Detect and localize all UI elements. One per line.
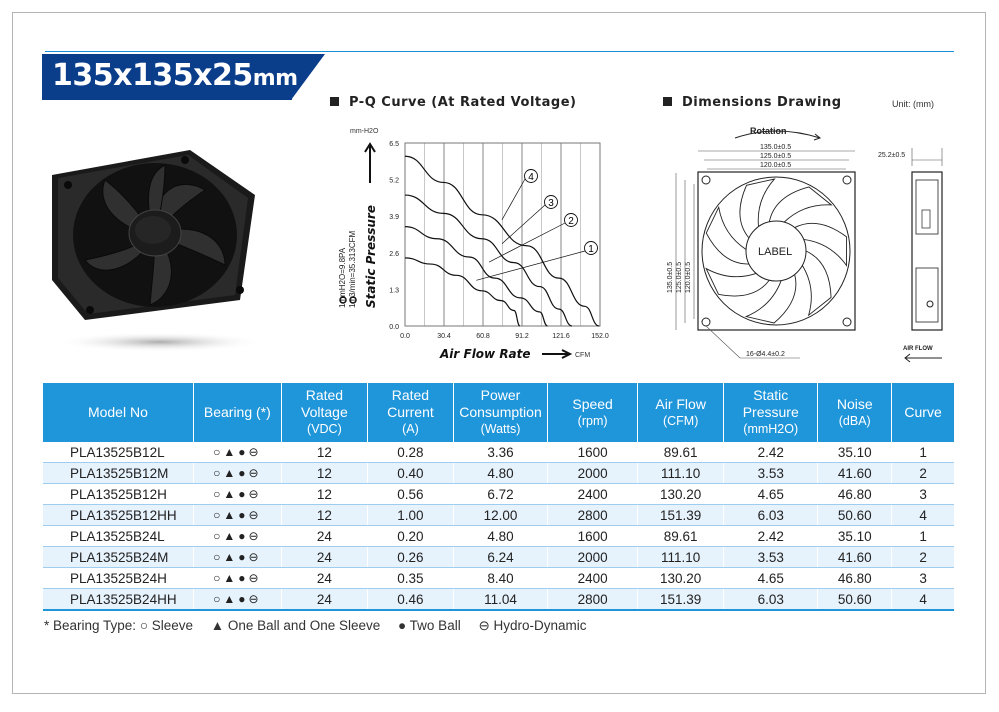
table-cell: ○▲●⊖ bbox=[193, 442, 281, 463]
y-tick-label: 0.0 bbox=[389, 324, 399, 331]
table-cell: 0.26 bbox=[367, 547, 453, 568]
y-axis-label: Static Pressure bbox=[364, 205, 378, 308]
pq-heading: P-Q Curve (At Rated Voltage) bbox=[330, 95, 576, 110]
curve-label: 1 bbox=[588, 244, 594, 255]
column-header: Rated Voltage (VDC) bbox=[281, 383, 367, 442]
table-cell: 3.53 bbox=[724, 463, 818, 484]
model-cell: PLA13525B24L bbox=[43, 526, 193, 547]
dims-heading: Dimensions Drawing bbox=[663, 95, 842, 110]
table-cell: 151.39 bbox=[638, 589, 724, 611]
table-cell: 46.80 bbox=[818, 484, 892, 505]
table-cell: 41.60 bbox=[818, 463, 892, 484]
dim-120-side: 120.0±0.5 bbox=[685, 261, 692, 293]
table-row bbox=[43, 505, 954, 526]
rotation-label: Rotation bbox=[750, 126, 787, 136]
footnote-two-ball: ● Two Ball bbox=[398, 618, 461, 633]
table-cell: 89.61 bbox=[638, 526, 724, 547]
table-cell: 8.40 bbox=[453, 568, 547, 589]
page-title: 135x135x25mm bbox=[52, 58, 298, 93]
table-cell: 3.36 bbox=[453, 442, 547, 463]
column-header: Static Pressure (mmH2O) bbox=[724, 383, 818, 442]
airflow-label: AIR FLOW bbox=[903, 346, 933, 352]
dim-125-side: 125.0±0.5 bbox=[676, 261, 683, 293]
table-cell: 3.53 bbox=[724, 547, 818, 568]
table-header-row bbox=[43, 383, 954, 442]
table-cell: 24 bbox=[281, 568, 367, 589]
table-cell: 3 bbox=[892, 568, 954, 589]
column-header: Speed (rpm) bbox=[548, 383, 638, 442]
table-cell: 0.56 bbox=[367, 484, 453, 505]
table-cell: 2400 bbox=[548, 484, 638, 505]
table-cell: 12 bbox=[281, 484, 367, 505]
bearing-footnote bbox=[44, 618, 587, 634]
column-header: Model No bbox=[43, 383, 193, 442]
table-cell: ○▲●⊖ bbox=[193, 547, 281, 568]
table-cell: 2 bbox=[892, 463, 954, 484]
table-cell: 24 bbox=[281, 526, 367, 547]
table-cell: 11.04 bbox=[453, 589, 547, 611]
model-cell: PLA13525B12H bbox=[43, 484, 193, 505]
footnote-hydro: ⊖ Hydro-Dynamic bbox=[478, 618, 587, 633]
y-tick-label: 1.3 bbox=[389, 287, 399, 295]
column-header: Bearing (*) bbox=[193, 383, 281, 442]
x-tick-label: 30.4 bbox=[437, 333, 451, 340]
table-cell: 6.24 bbox=[453, 547, 547, 568]
table-cell: 12.00 bbox=[453, 505, 547, 526]
x-axis-label: Air Flow Rate bbox=[440, 347, 531, 361]
footnote-one-ball: ▲ One Ball and One Sleeve bbox=[210, 618, 381, 633]
fan-label: LABEL bbox=[758, 246, 793, 258]
y-tick-label: 3.9 bbox=[389, 214, 399, 222]
unit-label: Unit: (mm) bbox=[892, 99, 934, 109]
table-cell: 2400 bbox=[548, 568, 638, 589]
x-tick-label: 91.2 bbox=[515, 333, 529, 340]
table-cell: 12 bbox=[281, 505, 367, 526]
model-cell: PLA13525B12M bbox=[43, 463, 193, 484]
pq-chart bbox=[320, 118, 620, 368]
table-cell: 111.10 bbox=[638, 463, 724, 484]
table-cell: 0.28 bbox=[367, 442, 453, 463]
table-cell: 2000 bbox=[548, 547, 638, 568]
dim-side-width: 25.2±0.5 bbox=[878, 152, 906, 159]
table-cell: 24 bbox=[281, 589, 367, 611]
table-cell: 4.80 bbox=[453, 526, 547, 547]
table-cell: 0.40 bbox=[367, 463, 453, 484]
table-row bbox=[43, 442, 954, 463]
y-tick-label: 2.6 bbox=[389, 250, 399, 258]
column-header: Air Flow (CFM) bbox=[638, 383, 724, 442]
table-cell: 6.72 bbox=[453, 484, 547, 505]
table-cell: 2.42 bbox=[724, 526, 818, 547]
table-row bbox=[43, 568, 954, 589]
table-cell: 2000 bbox=[548, 463, 638, 484]
table-cell: 35.10 bbox=[818, 442, 892, 463]
table-cell: 6.03 bbox=[724, 589, 818, 611]
table-row bbox=[43, 526, 954, 547]
fan-photo bbox=[40, 130, 270, 360]
column-header: Rated Current (A) bbox=[367, 383, 453, 442]
table-cell: 130.20 bbox=[638, 484, 724, 505]
table-cell: 0.46 bbox=[367, 589, 453, 611]
hole-label: 16-Ø4.4±0.2 bbox=[746, 351, 785, 358]
table-cell: 4 bbox=[892, 589, 954, 611]
table-cell: 3 bbox=[892, 484, 954, 505]
curve-label: 3 bbox=[548, 198, 554, 209]
x-tick-label: 121.6 bbox=[552, 333, 570, 340]
x-tick-label: 0.0 bbox=[400, 333, 410, 340]
model-cell: PLA13525B24M bbox=[43, 547, 193, 568]
model-cell: PLA13525B24HH bbox=[43, 589, 193, 611]
table-cell: 12 bbox=[281, 442, 367, 463]
conversion-2: 1m3/min=35.313CFM bbox=[348, 230, 357, 308]
footnote-prefix: * Bearing Type: bbox=[44, 618, 137, 633]
table-cell: 4.65 bbox=[724, 568, 818, 589]
table-cell: ○▲●⊖ bbox=[193, 589, 281, 611]
table-row bbox=[43, 484, 954, 505]
table-cell: ○▲●⊖ bbox=[193, 484, 281, 505]
table-cell: ○▲●⊖ bbox=[193, 463, 281, 484]
table-cell: 0.35 bbox=[367, 568, 453, 589]
table-cell: 1600 bbox=[548, 526, 638, 547]
table-cell: 4.80 bbox=[453, 463, 547, 484]
table-cell: 2800 bbox=[548, 589, 638, 611]
table-cell: 1600 bbox=[548, 442, 638, 463]
y-unit-label: mm-H2O bbox=[350, 128, 379, 135]
table-cell: 130.20 bbox=[638, 568, 724, 589]
table-cell: 24 bbox=[281, 547, 367, 568]
table-cell: 2.42 bbox=[724, 442, 818, 463]
y-tick-label: 5.2 bbox=[389, 177, 399, 185]
table-cell: 4 bbox=[892, 505, 954, 526]
table-cell: 111.10 bbox=[638, 547, 724, 568]
table-row bbox=[43, 589, 954, 611]
table-cell: 0.20 bbox=[367, 526, 453, 547]
curve-label: 4 bbox=[528, 172, 534, 183]
x-unit-label: CFM bbox=[575, 352, 591, 359]
table-cell: ○▲●⊖ bbox=[193, 526, 281, 547]
table-cell: 12 bbox=[281, 463, 367, 484]
curve-label: 2 bbox=[568, 216, 574, 227]
table-cell: 1.00 bbox=[367, 505, 453, 526]
dim-135-side: 135.0±0.5 bbox=[667, 261, 674, 293]
column-header: Noise (dBA) bbox=[818, 383, 892, 442]
spec-table bbox=[43, 383, 954, 611]
dim-125-top: 125.0±0.5 bbox=[760, 153, 792, 160]
table-row bbox=[43, 547, 954, 568]
column-header: Power Consumption (Watts) bbox=[453, 383, 547, 442]
y-tick-label: 6.5 bbox=[389, 141, 399, 148]
table-cell: 4.65 bbox=[724, 484, 818, 505]
model-cell: PLA13525B12HH bbox=[43, 505, 193, 526]
dim-135-top: 135.0±0.5 bbox=[760, 144, 792, 151]
x-tick-label: 60.8 bbox=[476, 333, 490, 340]
dim-120-top: 120.0±0.5 bbox=[760, 162, 792, 169]
table-row bbox=[43, 463, 954, 484]
table-cell: 151.39 bbox=[638, 505, 724, 526]
table-cell: 1 bbox=[892, 526, 954, 547]
table-cell: ○▲●⊖ bbox=[193, 505, 281, 526]
table-cell: 2 bbox=[892, 547, 954, 568]
footnote-sleeve: ○ Sleeve bbox=[139, 618, 194, 633]
table-cell: 6.03 bbox=[724, 505, 818, 526]
table-cell: 46.80 bbox=[818, 568, 892, 589]
table-cell: ○▲●⊖ bbox=[193, 568, 281, 589]
dimensions-drawing bbox=[660, 118, 960, 368]
table-cell: 89.61 bbox=[638, 442, 724, 463]
model-cell: PLA13525B12L bbox=[43, 442, 193, 463]
table-cell: 50.60 bbox=[818, 505, 892, 526]
table-cell: 1 bbox=[892, 442, 954, 463]
table-cell: 2800 bbox=[548, 505, 638, 526]
top-rule bbox=[45, 51, 954, 52]
column-header: Curve bbox=[892, 383, 954, 442]
conversion-1: 1mmH2O=9.8PA bbox=[338, 247, 347, 308]
table-cell: 35.10 bbox=[818, 526, 892, 547]
model-cell: PLA13525B24H bbox=[43, 568, 193, 589]
x-tick-label: 152.0 bbox=[591, 333, 609, 340]
table-cell: 50.60 bbox=[818, 589, 892, 611]
table-cell: 41.60 bbox=[818, 547, 892, 568]
